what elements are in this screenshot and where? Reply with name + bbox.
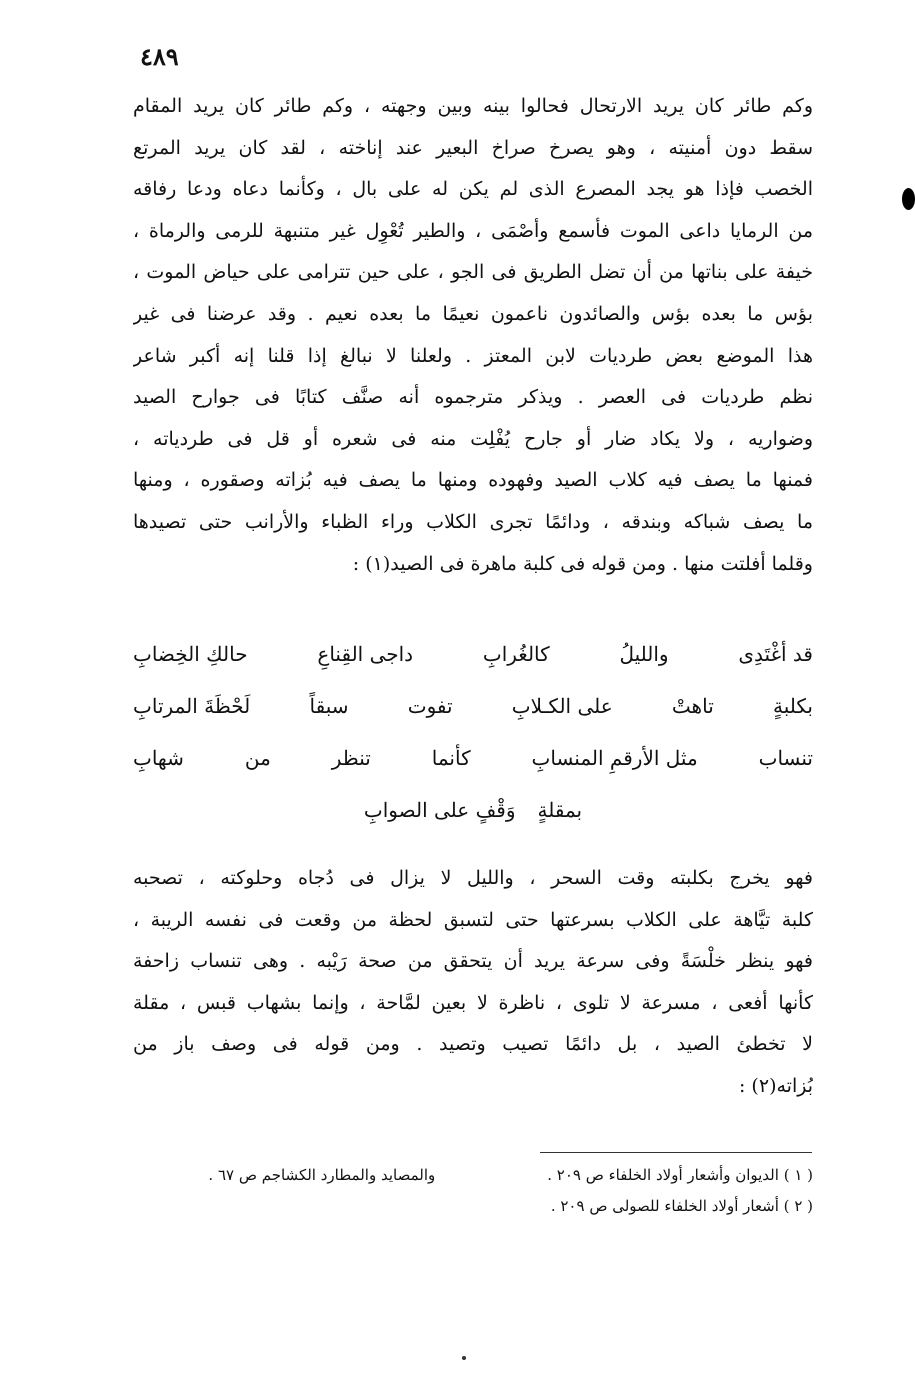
verse-word: بمقلةٍ [537,798,583,822]
verse-word: كالغُرابِ [482,642,550,666]
text-line: الخصب فإذا هو يجد المصرع الذى لم يكن له على بال ، وكأنما دعاه ودعا رفاقه [133,178,813,201]
verse-word: داجى القِناعِ [317,642,414,666]
verse-word: تنساب [758,746,813,770]
text-line: ما يصف شباكه وبندقه ، ودائمًا تجرى الكلاب وراء الظباء والأرانب حتى تصيدها [133,510,813,533]
text-line: وقلما أفلتت منها . ومن قوله فى كلبة ماهرة فى الصيد(١) : [352,552,813,575]
verse-word: بكلبةٍ [773,694,813,718]
text-line: خيفة على بناتها من أن تضل الطريق فى الجو ، على حين تترامى على حياض الموت ، [133,261,813,284]
text-line: فهو يخرج بكلبته وقت السحر ، والليل لا يزال فى دُجاه وحلوكته ، تصحبه [133,867,813,889]
scan-mark [902,188,915,210]
poem [133,628,813,836]
verse-word: لَحْظَةَ المرتابِ [133,694,251,718]
text-line: من الرمايا داعى الموت فأسمع وأصْمَى ، والطير تُعْوِل غير متنبهة للرمى والرماة ، [133,219,813,242]
verse-word: تنظر [331,746,371,770]
verse-word: شهابِ [133,746,184,770]
verse-word: والليلُ [619,642,669,666]
verse-word: وَقْفٍ على الصوابِ [363,798,516,822]
footnote-separator [540,1152,812,1153]
text-line: بُزاته(٢) : [738,1074,813,1097]
scan-speck [462,1356,466,1360]
poem-verse [133,628,813,680]
footnote-text: ( ٢ ) أشعار أولاد الخلفاء للصولى ص ٢٠٩ . [550,1197,813,1215]
text-line: كأنها أفعى ، مسرعة لا تلوى ، ناظرة لا بعين لمَّاحة ، وإنما بشهاب قبس ، مقلة [133,991,813,1014]
paragraph-1 [133,86,813,585]
text-line: سقط دون أمنيته ، وهو يصرخ صراخ البعير عند إناخته ، لقد كان يريد المرتع [133,136,813,159]
text-line: نظم طرديات فى العصر . ويذكر مترجموه أنه صنَّف كتابًا فى جوارح الصيد [133,386,813,409]
poem-verse [133,732,813,784]
footnote-1 [133,1160,813,1191]
verse-word: سبقاً [309,694,349,718]
text-line: فهو ينظر خلْسَةً وفى سرعة يريد أن يتحقق من صحة رَيْبه . وهى تنساب زاحفة [133,950,813,972]
verse-word: حالكِ الخِضابِ [133,642,248,666]
text-line: وكم طائر كان يريد الارتحال فحالوا بينه وبين وجهته ، وكم طائر كان يريد المقام [133,95,813,117]
text-line: بؤس ما بعده بؤس والصائدون ناعمون نعيمًا ما بعده نعيم . وقد عرضنا فى غير [133,302,813,325]
text-line: كلبة تيَّاهة على الكلاب بسرعتها حتى لتسبق لحظة من وقعت فى نفسه الريبة ، [133,908,813,931]
text-line: وضواريه ، ولا يكاد ضار أو جارح يُفْلِت منه فى شعره أو قل فى طردياته ، [133,427,813,450]
footnotes [133,1160,813,1222]
text-line: هذا الموضع بعض طرديات لابن المعتز . ولعلنا لا نبالغ إذا قلنا إنه أكبر شاعر [133,344,813,367]
verse-word: من [244,746,271,770]
poem-verse [133,680,813,732]
text-line: لا تخطئ الصيد ، بل دائمًا تصيب وتصيد . ومن قوله فى وصف باز من [133,1033,813,1055]
footnote-2 [133,1191,813,1222]
page-number: ٤٨٩ [140,42,179,71]
footnote-extra: والمصايد والمطارد الكشاجم ص ٦٧ . [208,1166,436,1184]
text-line: فمنها ما يصف فيه كلاب الصيد وفهوده ومنها ما يصف فيه بُزاته وصقوره ، ومنها [133,469,813,492]
footnote-text: ( ١ ) الديوان وأشعار أولاد الخلفاء ص ٢٠٩ . [547,1166,813,1184]
paragraph-2 [133,858,813,1107]
poem-verse [133,784,813,836]
verse-word: كأنما [431,746,471,770]
verse-word: قد أغْتَدِى [738,642,813,666]
verse-word: تاهتْ [671,694,714,718]
verse-word: تفوت [407,694,453,718]
verse-word: مثل الأرقمِ المنسابِ [531,746,698,770]
verse-word: على الكـلابِ [511,694,613,718]
